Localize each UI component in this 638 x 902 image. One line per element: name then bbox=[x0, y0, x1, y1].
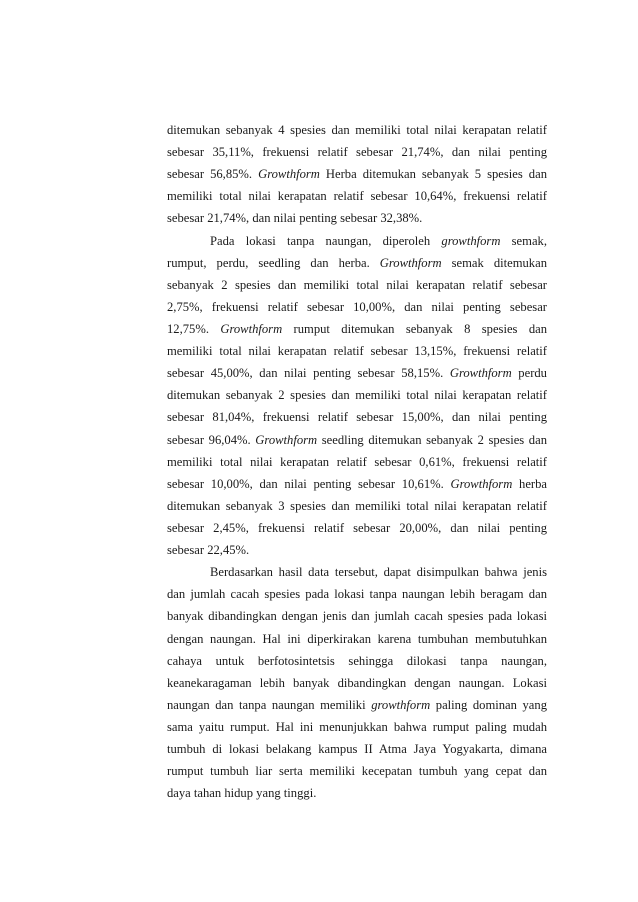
text-run: cahaya untuk berfotosintetsis sehingga dilokasi tanpa naungan, bbox=[167, 653, 547, 668]
text-run: sebesar 2,45%, frekuensi relatif sebesar 20,00%, dan nilai penting bbox=[167, 520, 547, 535]
text-line bbox=[167, 119, 547, 141]
text-line bbox=[167, 141, 547, 163]
text-run: memiliki total nilai kerapatan relatif sebesar 10,64%, frekuensi relatif bbox=[167, 189, 547, 204]
text-line bbox=[167, 274, 547, 296]
text-run: ditemukan sebanyak 3 spesies dan memiliki total nilai kerapatan relatif bbox=[167, 498, 547, 513]
text-run: naungan dan tanpa naungan memiliki bbox=[167, 697, 372, 712]
italic-term: Growthform bbox=[450, 476, 513, 491]
text-run: Herba ditemukan sebanyak 5 spesies dan bbox=[319, 167, 547, 182]
italic-term: growthform bbox=[441, 233, 501, 248]
text-line bbox=[167, 694, 547, 716]
text-run: rumput tumbuh liar serta memiliki kecepatan tumbuh yang cepat dan bbox=[167, 764, 547, 779]
text-run: Berdasarkan hasil data tersebut, dapat disimpulkan bahwa jenis bbox=[210, 565, 547, 580]
italic-term: Growthform bbox=[255, 432, 318, 447]
italic-term: Growthform bbox=[449, 366, 512, 381]
text-run: sebesar 22,45%. bbox=[167, 543, 250, 558]
text-run: 12,75%. bbox=[167, 321, 221, 336]
text-line bbox=[167, 207, 547, 229]
text-line bbox=[167, 716, 547, 738]
text-run: semak ditemukan bbox=[441, 255, 547, 270]
paragraph-3 bbox=[167, 561, 547, 804]
text-line bbox=[167, 406, 547, 428]
text-run: memiliki total nilai kerapatan relatif sebesar 13,15%, frekuensi relatif bbox=[167, 344, 547, 359]
text-line bbox=[167, 650, 547, 672]
text-line bbox=[167, 185, 547, 207]
text-run: sama yaitu rumput. Hal ini menunjukkan bahwa rumput paling mudah bbox=[167, 719, 547, 734]
text-run: dan jumlah cacah spesies pada lokasi tanpa naungan lebih beragam dan bbox=[167, 587, 547, 602]
text-run: sebesar 21,74%, dan nilai penting sebesar 32,38%. bbox=[167, 211, 423, 226]
text-run: daya tahan hidup yang tinggi. bbox=[167, 786, 317, 801]
text-line bbox=[167, 473, 547, 495]
italic-term: Growthform bbox=[258, 167, 320, 182]
text-line bbox=[167, 340, 547, 362]
text-line bbox=[167, 230, 547, 252]
text-line bbox=[167, 362, 547, 384]
text-run: keanekaragaman lebih banyak dibandingkan dengan naungan. Lokasi bbox=[167, 675, 547, 690]
text-line bbox=[167, 561, 547, 583]
text-run: sebesar 35,11%, frekuensi relatif sebesar 21,74%, dan nilai penting bbox=[167, 145, 547, 160]
text-line bbox=[167, 583, 547, 605]
text-run: sebesar 96,04%. bbox=[167, 432, 256, 447]
text-line bbox=[167, 672, 547, 694]
text-line bbox=[167, 760, 547, 782]
text-line bbox=[167, 296, 547, 318]
text-run: dengan naungan. Hal ini diperkirakan karena tumbuhan membutuhkan bbox=[167, 631, 547, 646]
paragraph-1 bbox=[167, 119, 547, 230]
text-line bbox=[167, 628, 547, 650]
text-line bbox=[167, 384, 547, 406]
body-text bbox=[167, 119, 547, 804]
text-run: herba bbox=[512, 476, 547, 491]
text-run: tumbuh di lokasi belakang kampus II Atma Jaya Yogyakarta, dimana bbox=[167, 742, 547, 757]
text-run: sebesar 10,00%, dan nilai penting sebesar 10,61%. bbox=[167, 476, 451, 491]
text-line bbox=[167, 495, 547, 517]
text-run: Pada lokasi tanpa naungan, diperoleh bbox=[210, 233, 442, 248]
italic-term: Growthform bbox=[379, 255, 442, 270]
text-run: rumput, perdu, seedling dan herba. bbox=[167, 255, 380, 270]
italic-term: growthform bbox=[371, 697, 431, 712]
text-run: sebesar 56,85%. bbox=[167, 167, 259, 182]
text-run: banyak dibandingkan dengan jenis dan jumlah cacah spesies pada lokasi bbox=[167, 609, 547, 624]
text-run: 2,75%, frekuensi relatif sebesar 10,00%, dan nilai penting sebesar bbox=[167, 299, 547, 314]
text-run: paling dominan yang bbox=[430, 697, 547, 712]
text-run: ditemukan sebanyak 4 spesies dan memiliki total nilai kerapatan relatif bbox=[167, 123, 547, 137]
text-line bbox=[167, 429, 547, 451]
text-line bbox=[167, 163, 547, 185]
text-line bbox=[167, 517, 547, 539]
text-run: rumput ditemukan sebanyak 8 spesies dan bbox=[282, 321, 547, 336]
text-run: memiliki total nilai kerapatan relatif sebesar 0,61%, frekuensi relatif bbox=[167, 454, 547, 469]
text-run: ditemukan sebanyak 2 spesies dan memiliki total nilai kerapatan relatif bbox=[167, 388, 547, 403]
text-line bbox=[167, 252, 547, 274]
text-line bbox=[167, 318, 547, 340]
text-line bbox=[167, 605, 547, 627]
text-run: sebanyak 2 spesies dan memiliki total nilai kerapatan relatif sebesar bbox=[167, 277, 547, 292]
text-line bbox=[167, 782, 547, 804]
text-line bbox=[167, 738, 547, 760]
text-line bbox=[167, 451, 547, 473]
paragraph-2 bbox=[167, 230, 547, 562]
text-run: sebesar 81,04%, frekuensi relatif sebesar 15,00%, dan nilai penting bbox=[167, 410, 547, 425]
italic-term: Growthform bbox=[220, 321, 283, 336]
text-run: seedling ditemukan sebanyak 2 spesies dan bbox=[317, 432, 547, 447]
text-run: perdu bbox=[511, 366, 547, 381]
text-run: sebesar 45,00%, dan nilai penting sebesar 58,15%. bbox=[167, 366, 450, 381]
text-run: semak, bbox=[500, 233, 547, 248]
text-line bbox=[167, 539, 547, 561]
